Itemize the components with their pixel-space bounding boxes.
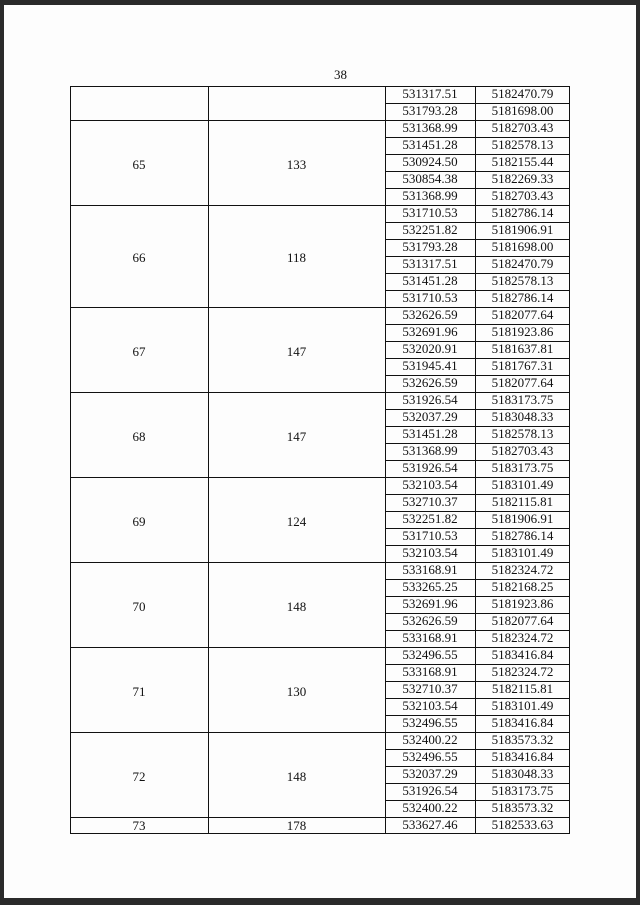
coord-y-cell: 5181698.00 — [491, 103, 554, 118]
coord-y-cell: 5182578.13 — [491, 426, 554, 441]
coord-x-cell: 532400.22 — [402, 800, 458, 815]
coord-y-cell: 5181906.91 — [491, 222, 554, 237]
coord-y-cell: 5182578.13 — [491, 273, 554, 288]
coord-y-cell: 5183048.33 — [491, 409, 554, 424]
coord-y-cell: 5182703.43 — [491, 443, 554, 458]
coord-x-cell: 531368.99 — [402, 120, 458, 135]
coord-x-cell: 531368.99 — [402, 188, 458, 203]
coord-y-cell: 5182324.72 — [491, 562, 554, 577]
coord-y-cell: 5182533.63 — [491, 817, 554, 832]
plot-id-cell: 67 — [132, 343, 146, 359]
coord-y-cell: 5182324.72 — [491, 664, 554, 679]
coord-y-cell: 5183173.75 — [491, 783, 554, 798]
column-divider — [208, 86, 209, 834]
coord-y-cell: 5183573.32 — [491, 732, 554, 747]
coordinate-table — [70, 86, 570, 833]
coord-x-cell: 531451.28 — [402, 273, 458, 288]
coord-x-cell: 531710.53 — [402, 528, 458, 543]
coord-y-cell: 5181906.91 — [491, 511, 554, 526]
coord-x-cell: 532626.59 — [402, 375, 458, 390]
coord-x-cell: 532400.22 — [402, 732, 458, 747]
coord-x-cell: 533627.46 — [402, 817, 458, 832]
coord-x-cell: 532103.54 — [402, 698, 458, 713]
coord-y-cell: 5182077.64 — [491, 613, 554, 628]
plot-area-cell: 178 — [286, 817, 307, 833]
coord-x-cell: 531710.53 — [402, 290, 458, 305]
coord-x-cell: 532103.54 — [402, 545, 458, 560]
coord-x-cell: 532691.96 — [402, 324, 458, 339]
coord-x-cell: 531317.51 — [402, 256, 458, 271]
coord-x-cell: 530854.38 — [402, 171, 458, 186]
plot-id-cell: 70 — [132, 598, 146, 614]
coord-x-cell: 532496.55 — [402, 647, 458, 662]
coord-x-cell: 532691.96 — [402, 596, 458, 611]
coord-y-cell: 5182155.44 — [491, 154, 554, 169]
coord-x-cell: 532496.55 — [402, 715, 458, 730]
coord-x-cell: 531926.54 — [402, 392, 458, 407]
coord-x-cell: 533168.91 — [402, 664, 458, 679]
plot-id-cell: 66 — [132, 250, 146, 265]
coord-x-cell: 531451.28 — [402, 137, 458, 152]
coord-x-cell: 532103.54 — [402, 477, 458, 492]
plot-area-cell: 124 — [286, 513, 307, 529]
coord-y-cell: 5182115.81 — [491, 494, 554, 509]
coord-y-cell: 5182077.64 — [491, 307, 554, 322]
coord-y-cell: 5182470.79 — [491, 86, 554, 101]
coord-x-cell: 531793.28 — [402, 239, 458, 254]
coord-y-cell: 5182786.14 — [491, 205, 554, 220]
coord-x-cell: 532037.29 — [402, 766, 458, 781]
coord-x-cell: 531793.28 — [402, 103, 458, 118]
coord-x-cell: 531451.28 — [402, 426, 458, 441]
coord-x-cell: 533168.91 — [402, 630, 458, 645]
coord-x-cell: 532496.55 — [402, 749, 458, 764]
plot-id-cell: 72 — [132, 768, 146, 784]
coord-y-cell: 5183573.32 — [491, 800, 554, 815]
coord-y-cell: 5182703.43 — [491, 120, 554, 135]
coord-y-cell: 5181923.86 — [491, 324, 554, 339]
coord-y-cell: 5183101.49 — [491, 477, 554, 492]
coord-y-cell: 5182786.14 — [491, 290, 554, 305]
coord-x-cell: 531926.54 — [402, 460, 458, 475]
coord-y-cell: 5182578.13 — [491, 137, 554, 152]
coord-y-cell: 5182703.43 — [491, 188, 554, 203]
coord-y-cell: 5183173.75 — [491, 392, 554, 407]
coord-y-cell: 5181698.00 — [491, 239, 554, 254]
plot-area-cell: 148 — [286, 598, 307, 614]
coord-y-cell: 5182115.81 — [491, 681, 554, 696]
coord-y-cell: 5182269.33 — [491, 171, 554, 186]
coord-y-cell: 5182077.64 — [491, 375, 554, 390]
coord-y-cell: 5183048.33 — [491, 766, 554, 781]
coord-x-cell: 532251.82 — [402, 222, 458, 237]
coord-y-cell: 5181923.86 — [491, 596, 554, 611]
coord-y-cell: 5183173.75 — [491, 460, 554, 475]
coord-x-cell: 532020.91 — [402, 341, 458, 356]
plot-id-cell: 68 — [132, 428, 146, 444]
plot-id-cell: 69 — [132, 513, 146, 529]
coord-y-cell: 5181767.31 — [491, 358, 554, 373]
coord-y-cell: 5182786.14 — [491, 528, 554, 543]
coord-x-cell: 531317.51 — [402, 86, 458, 101]
coord-y-cell: 5183101.49 — [491, 698, 554, 713]
plot-id-cell: 65 — [132, 156, 146, 172]
coord-x-cell: 531710.53 — [402, 205, 458, 220]
coord-x-cell: 531368.99 — [402, 443, 458, 458]
coord-x-cell: 531926.54 — [402, 783, 458, 798]
coord-x-cell: 532626.59 — [402, 613, 458, 628]
plot-area-cell: 148 — [286, 768, 307, 784]
coord-x-cell: 532037.29 — [402, 409, 458, 424]
coord-y-cell: 5182324.72 — [491, 630, 554, 645]
coord-y-cell: 5183416.84 — [491, 749, 554, 764]
coord-x-cell: 532710.37 — [402, 494, 458, 509]
coord-x-cell: 533168.91 — [402, 562, 458, 577]
plot-area-cell: 118 — [286, 250, 307, 265]
coord-y-cell: 5183416.84 — [491, 647, 554, 662]
plot-area-cell: 147 — [286, 428, 307, 444]
plot-id-cell: 73 — [132, 817, 146, 833]
plot-area-cell: 130 — [286, 683, 307, 699]
coord-y-cell: 5182470.79 — [491, 256, 554, 271]
coord-y-cell: 5183416.84 — [491, 715, 554, 730]
page-number: 38 — [334, 67, 347, 82]
coord-y-cell: 5183101.49 — [491, 545, 554, 560]
coord-x-cell: 532251.82 — [402, 511, 458, 526]
plot-area-cell: 133 — [286, 156, 307, 172]
plot-area-cell: 147 — [286, 343, 307, 359]
coord-x-cell: 530924.50 — [402, 154, 458, 169]
coord-y-cell: 5182168.25 — [491, 579, 554, 594]
coord-x-cell: 531945.41 — [402, 358, 458, 373]
plot-id-cell: 71 — [132, 683, 146, 699]
coord-y-cell: 5181637.81 — [491, 341, 554, 356]
coord-x-cell: 532626.59 — [402, 307, 458, 322]
coord-x-cell: 532710.37 — [402, 681, 458, 696]
coord-x-cell: 533265.25 — [402, 579, 458, 594]
